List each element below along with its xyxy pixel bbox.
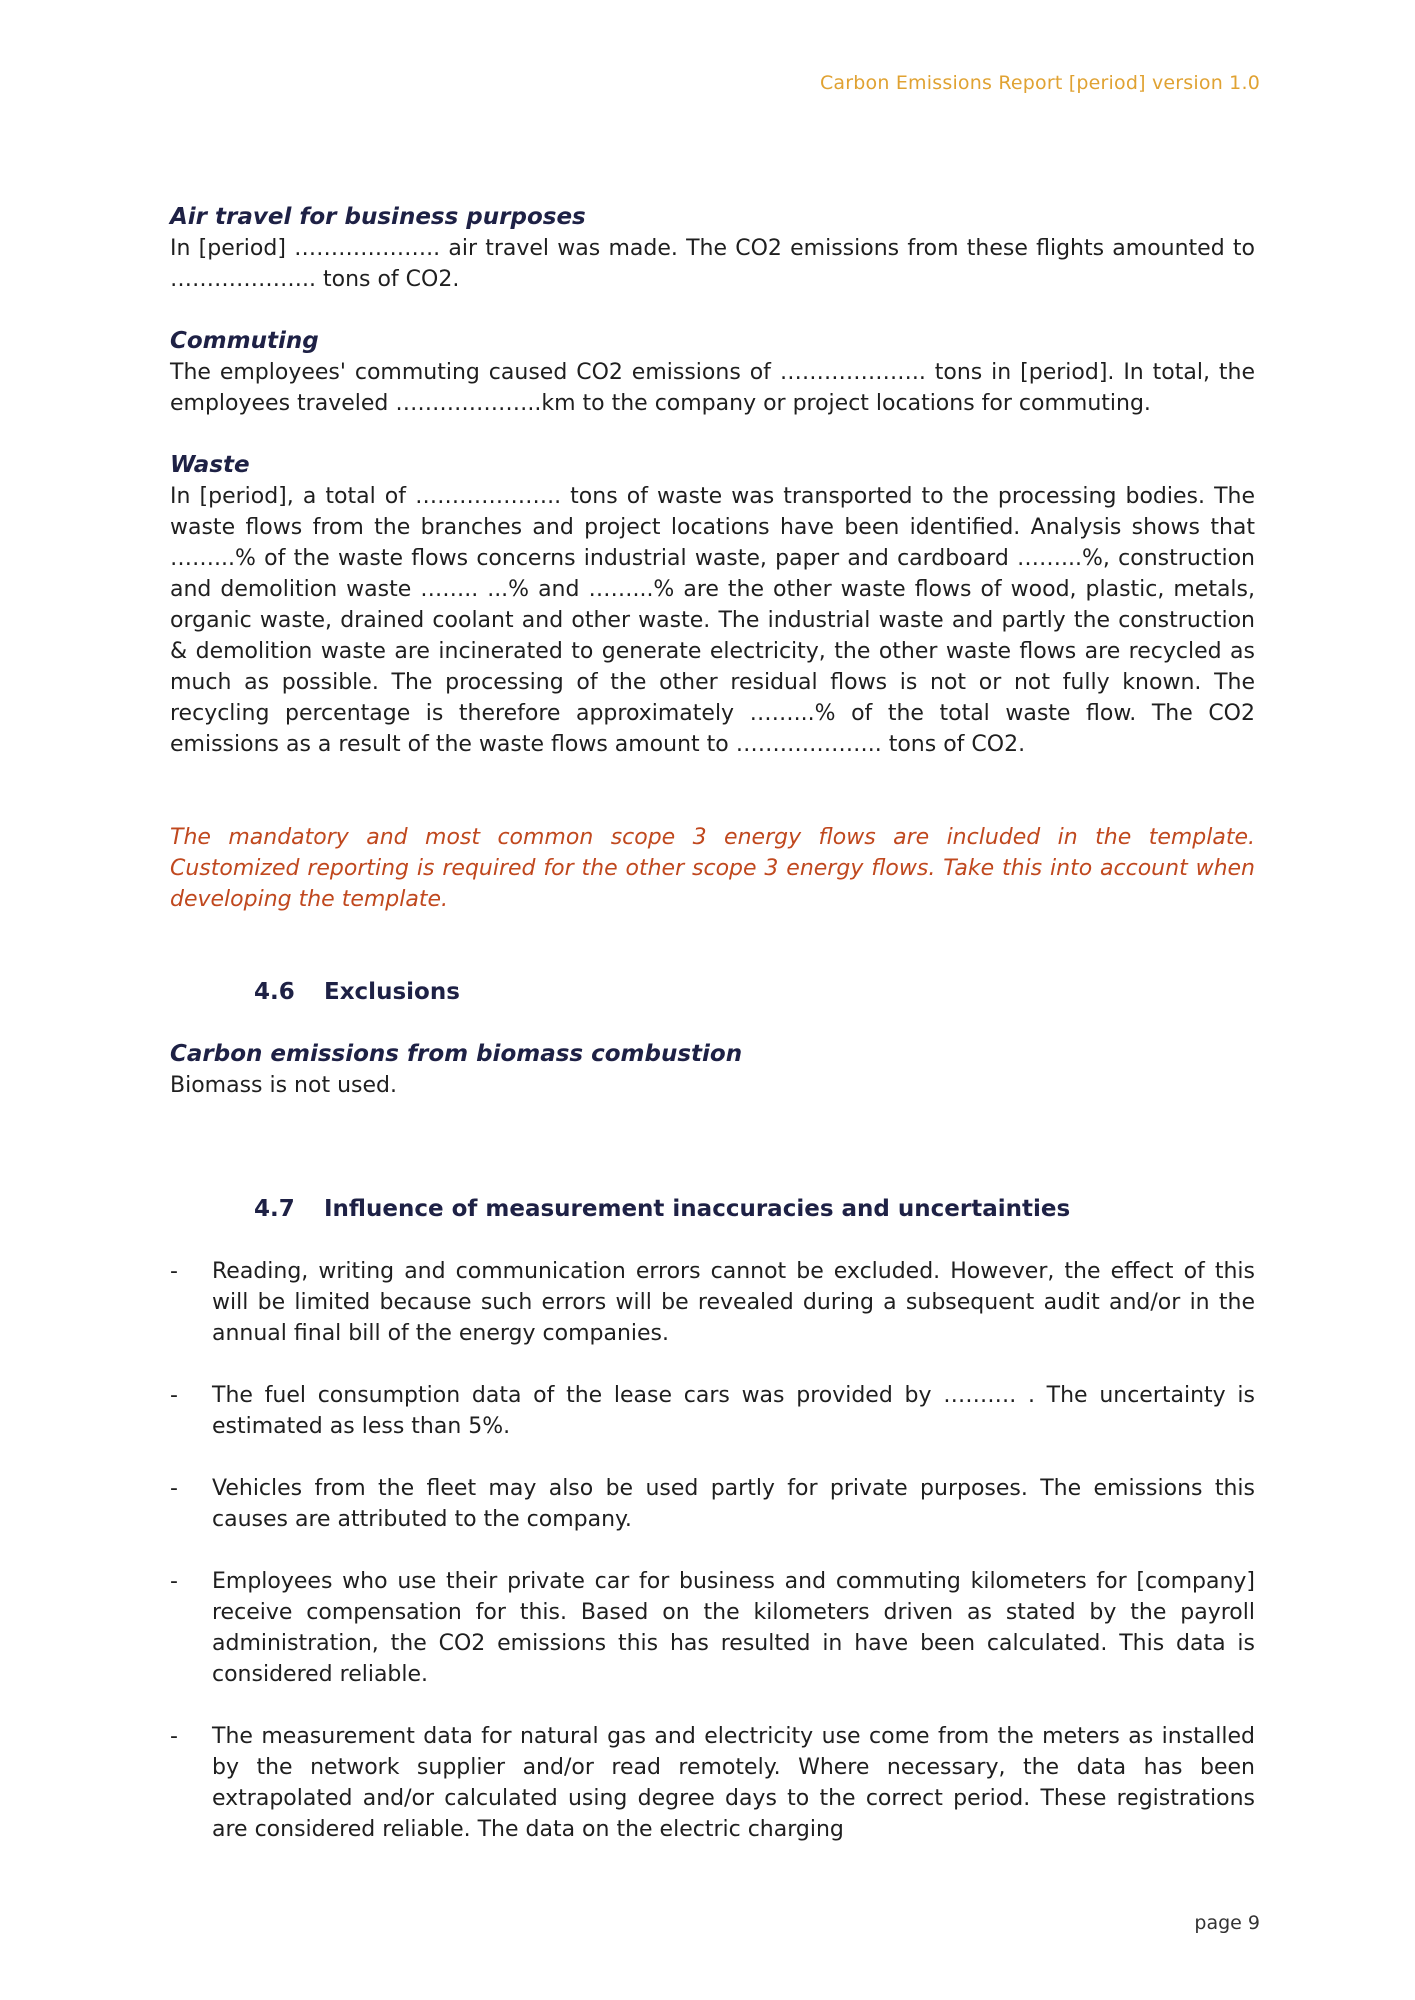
section-title: Influence of measurement inaccuracies and uncertainties — [324, 1196, 1071, 1222]
paragraph-air-travel: In [period] ……………….. air travel was made. The CO2 emissions from these flights amounted to ……………….. tons of CO2. — [170, 236, 1255, 292]
template-note: The mandatory and most common scope 3 energy flows are included in the template. Customized reporting is required for the other scope 3 energy flows. Take this into account when developing the template. — [170, 825, 1255, 912]
bullet-marker: - — [170, 1476, 178, 1501]
list-item — [170, 1473, 1255, 1535]
list-item — [170, 1721, 1255, 1845]
list-item-text: The measurement data for natural gas and electricity use come from the meters as installed by the network supplier and/or read remotely. Where necessary, the data has been extrapolated and/or calculated using degree days to the correct period. These registrations are considered reliable. The data on the electric charging — [212, 1724, 1255, 1842]
list-item — [170, 1380, 1255, 1442]
bullet-marker: - — [170, 1724, 178, 1749]
bullet-marker: - — [170, 1259, 178, 1284]
page-number: page 9 — [1194, 1912, 1260, 1934]
section-number: 4.6 — [254, 979, 295, 1005]
list-item-text: Vehicles from the fleet may also be used partly for private purposes. The emissions this causes are attributed to the company. — [212, 1476, 1255, 1532]
section-title: Exclusions — [324, 979, 460, 1005]
list-item — [170, 1566, 1255, 1690]
bullet-marker: - — [170, 1569, 178, 1594]
page-header-title: Carbon Emissions Report [period] version 1.0 — [819, 72, 1260, 94]
list-item-text: Reading, writing and communication errors cannot be excluded. However, the effect of this will be limited because such errors will be revealed during a subsequent audit and/or in the annual final bill of the energy companies. — [212, 1259, 1255, 1346]
subheading-biomass: Carbon emissions from biomass combustion — [170, 1041, 743, 1067]
paragraph-biomass: Biomass is not used. — [170, 1073, 397, 1098]
bullet-marker: - — [170, 1383, 178, 1408]
list-item-text: The fuel consumption data of the lease cars was provided by ………. . The uncertainty is estimated as less than 5%. — [212, 1383, 1255, 1439]
list-item-text: Employees who use their private car for business and commuting kilometers for [company] receive compensation for this. Based on the kilometers driven as stated by the payroll administration, the CO2 emissions this has resulted in have been calculated. This data is considered reliable. — [212, 1569, 1255, 1687]
section-number: 4.7 — [254, 1196, 295, 1222]
section-heading-influence — [254, 1194, 1255, 1225]
page-content — [170, 202, 1255, 1845]
paragraph-commuting: The employees' commuting caused CO2 emissions of ……………….. tons in [period]. In total, the employees traveled ………………..km to the company or project locations for commuting. — [170, 360, 1255, 416]
paragraph-waste: In [period], a total of ……………….. tons of waste was transported to the processing bodies. The waste flows from the branches and project locations have been identified. Analysis shows that ……...% of the waste flows concerns industrial waste, paper and cardboard ……...%, construction and demolition waste …….. ...% and ……...% are the other waste flows of wood, plastic, metals, organic waste, drained coolant and other waste. The industrial waste and partly the construction & demolition waste are incinerated to generate electricity, the other waste flows are recycled as much as possible. The processing of the other residual flows is not or not fully known. The recycling percentage is therefore approximately ……...% of the total waste flow. The CO2 emissions as a result of the waste flows amount to ……………….. tons of CO2. — [170, 484, 1255, 757]
subheading-air-travel: Air travel for business purposes — [170, 204, 586, 230]
section-heading-exclusions — [254, 977, 1255, 1008]
subheading-waste: Waste — [170, 452, 250, 478]
list-item — [170, 1256, 1255, 1349]
subheading-commuting: Commuting — [170, 328, 319, 354]
